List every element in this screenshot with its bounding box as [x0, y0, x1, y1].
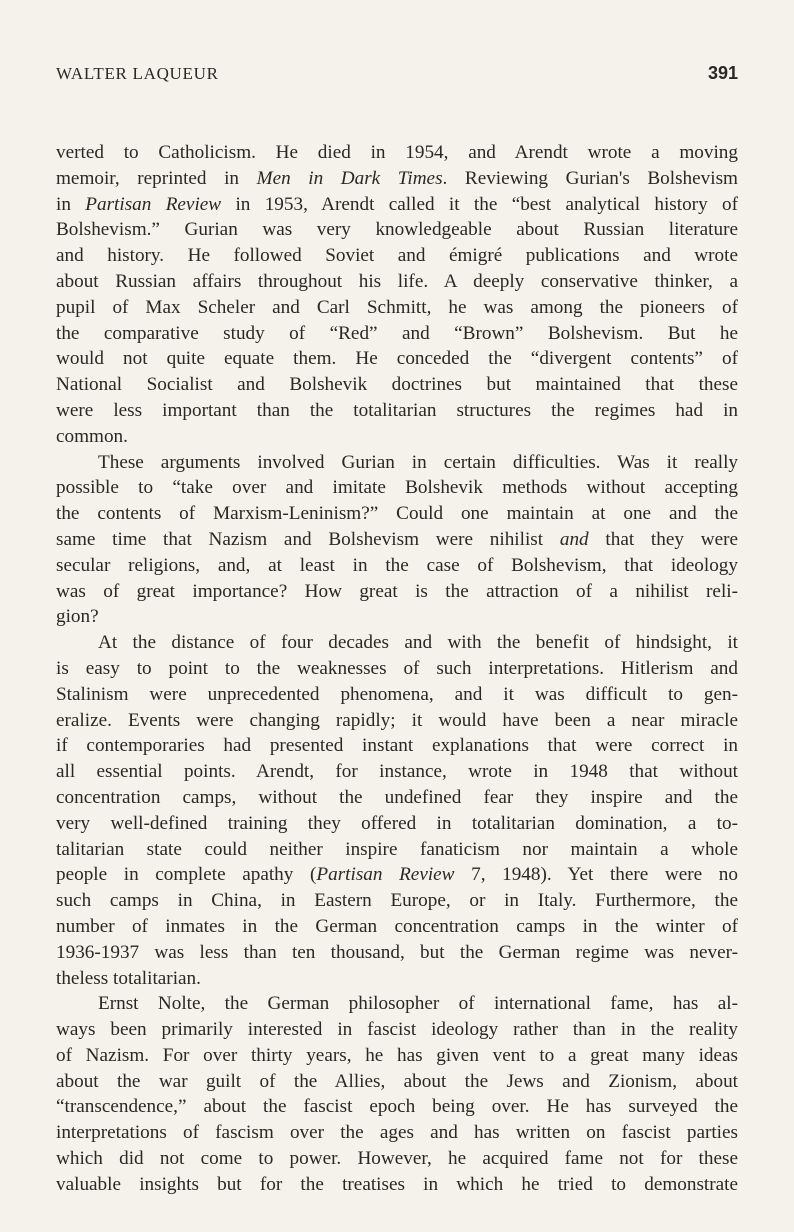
text-line: gion? [56, 606, 99, 628]
text-line: about the war guilt of the Allies, about the Jews and Zionism, about [56, 1070, 738, 1092]
running-head-author: WALTER LAQUEUR [56, 64, 219, 83]
text-line: all essential points. Arendt, for instance, wrote in 1948 that without [56, 761, 738, 783]
text-line: possible to “take over and imitate Bolshevik methods without accepting [56, 477, 738, 499]
text-line: common. [56, 425, 128, 447]
text-line: such camps in China, in Eastern Europe, or in Italy. Furthermore, the [56, 890, 738, 912]
text-line: 1936-1937 was less than ten thousand, but the German regime was never- [56, 941, 738, 963]
text-line: the comparative study of “Red” and “Brown” Bolshevism. But he [56, 322, 738, 344]
text-line: pupil of Max Scheler and Carl Schmitt, he was among the pioneers of [56, 296, 738, 318]
text-line: were less important than the totalitarian structures the regimes had in [56, 399, 738, 421]
italic-title: Partisan Review [85, 193, 222, 215]
text-line: “transcendence,” about the fascist epoch being over. He has surveyed the [56, 1096, 738, 1118]
text-line: Ernst Nolte, the German philosopher of international fame, has al- [98, 993, 738, 1015]
text-line: interpretations of fascism over the ages and has written on fascist parties [56, 1122, 738, 1144]
text-line: concentration camps, without the undefined fear they inspire and the [56, 786, 738, 808]
running-header [56, 64, 738, 90]
text-line: was of great importance? How great is the attraction of a nihilist reli- [56, 580, 738, 602]
text-line: ways been primarily interested in fascist ideology rather than in the reality [56, 1019, 738, 1041]
italic-title: and [559, 528, 589, 550]
text-line: the contents of Marxism-Leninism?” Could one maintain at one and the [56, 503, 738, 525]
text-line: people in complete apathy (Partisan Review 7, 1948). Yet there were no [56, 864, 738, 886]
text-line: same time that Nazism and Bolshevism were nihilist and that they were [56, 528, 738, 550]
text-line: and history. He followed Soviet and émigré publications and wrote [56, 245, 738, 267]
text-line: Stalinism were unprecedented phenomena, and it was difficult to gen- [56, 683, 738, 705]
text-line: in Partisan Review in 1953, Arendt called it the “best analytical history of [56, 193, 738, 215]
text-line: valuable insights but for the treatises in which he tried to demonstrate [56, 1173, 738, 1195]
text-line: about Russian affairs throughout his life. A deeply conservative thinker, a [56, 270, 738, 292]
page-number: 391 [707, 63, 738, 83]
text-line: very well-defined training they offered in totalitarian domination, a to- [56, 812, 738, 834]
text-line: would not quite equate them. He conceded the “divergent contents” of [56, 348, 738, 370]
text-line: if contemporaries had presented instant explanations that were correct in [56, 735, 738, 757]
text-line: is easy to point to the weaknesses of such interpretations. Hitlerism and [56, 657, 738, 679]
text-line: At the distance of four decades and with the benefit of hindsight, it [98, 632, 738, 654]
text-line: which did not come to power. However, he acquired fame not for these [56, 1148, 738, 1170]
italic-title: Partisan Review [316, 864, 455, 886]
text-line: number of inmates in the German concentration camps in the winter of [56, 915, 738, 937]
text-line: memoir, reprinted in Men in Dark Times. Reviewing Gurian's Bolshevism [56, 167, 738, 189]
text-line: talitarian state could neither inspire fanaticism nor maintain a whole [56, 838, 738, 860]
text-line: theless totalitarian. [56, 967, 201, 989]
text-line: These arguments involved Gurian in certain difficulties. Was it really [98, 451, 738, 473]
text-line: National Socialist and Bolshevik doctrines but maintained that these [56, 374, 738, 396]
text-line: verted to Catholicism. He died in 1954, and Arendt wrote a moving [56, 142, 738, 163]
text-line: of Nazism. For over thirty years, he has given vent to a great many ideas [56, 1044, 738, 1066]
italic-title: Men in Dark Times [256, 167, 443, 189]
text-line: secular religions, and, at least in the case of Bolshevism, that ideology [56, 554, 738, 576]
text-line: Bolshevism.” Gurian was very knowledgeable about Russian literature [56, 219, 738, 241]
text-line: eralize. Events were changing rapidly; it would have been a near miracle [56, 709, 738, 731]
body-text [56, 140, 738, 1198]
